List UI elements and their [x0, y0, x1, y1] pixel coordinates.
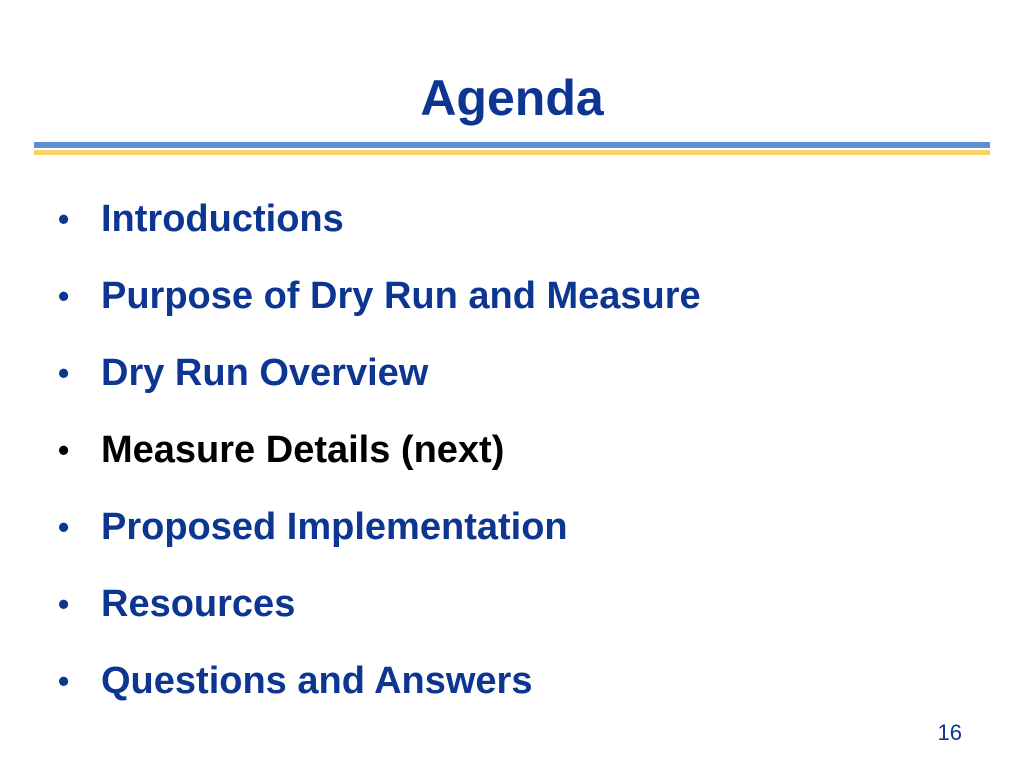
bullet-icon: •	[58, 432, 70, 468]
agenda-item-label: Measure Details (next)	[101, 429, 505, 471]
bullet-icon: •	[58, 586, 70, 622]
bullet-icon: •	[58, 201, 70, 237]
page-number: 16	[937, 720, 962, 745]
agenda-item-label: Purpose of Dry Run and Measure	[101, 275, 701, 317]
bullet-icon: •	[58, 355, 70, 391]
divider-blue-stripe	[34, 142, 990, 148]
agenda-item-label: Dry Run Overview	[101, 352, 429, 394]
agenda-item	[0, 575, 1024, 652]
agenda-item-label: Resources	[101, 583, 296, 625]
agenda-item	[0, 652, 1024, 729]
agenda-item	[0, 190, 1024, 267]
slide-title: Agenda	[420, 70, 604, 126]
agenda-item	[0, 344, 1024, 421]
agenda-item-label: Proposed Implementation	[101, 506, 568, 548]
agenda-item	[0, 498, 1024, 575]
divider-gold-stripe	[34, 150, 990, 155]
agenda-item-label: Introductions	[101, 198, 344, 240]
agenda-item-current	[0, 421, 1024, 498]
bullet-icon: •	[58, 509, 70, 545]
bullet-icon: •	[58, 663, 70, 699]
agenda-item-label: Questions and Answers	[101, 660, 533, 702]
bullet-icon: •	[58, 278, 70, 314]
agenda-list	[0, 190, 1024, 729]
agenda-item	[0, 267, 1024, 344]
title-divider	[34, 142, 990, 156]
